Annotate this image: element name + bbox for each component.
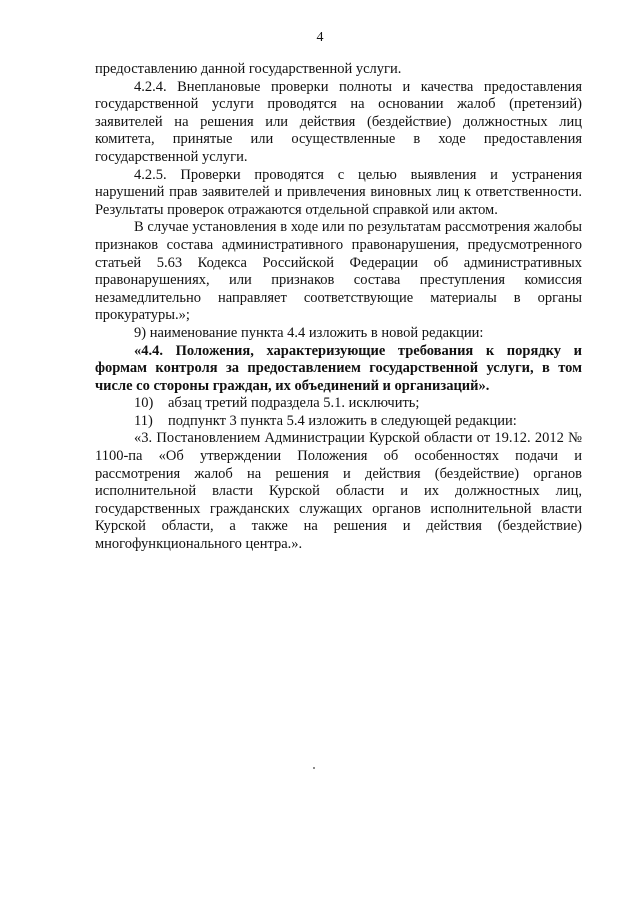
paragraph-violations: В случае установления в ходе или по результатам рассмотрения жалобы признаков состава административного правонарушения, предусмотренного статьей 5.63 Кодекса Российской Федерации об административных правонарушениях, или признаков состава преступления комиссия незамедлительно направляет соответствующие материалы в органы прокуратуры.»; [95, 219, 582, 324]
paragraph-continuation: предоставлению данной государственной услуги. [95, 61, 402, 77]
document-body [95, 61, 582, 554]
item-11-text: подпункт 3 пункта 5.4 изложить в следующей редакции: [168, 412, 517, 429]
item-10-number: 10) [134, 395, 154, 412]
paragraph-4-2-5: 4.2.5. Проверки проводятся с целью выявления и устранения нарушений прав заявителей и привлечения виновных лиц к ответственности. Результаты проверок отражаются отдельной справкой или актом. [95, 166, 582, 218]
scan-dot-mark [313, 767, 315, 769]
paragraph-4-2-4: 4.2.4. Внеплановые проверки полноты и качества предоставления государственной услуги проводятся на основании жалоб (претензий) заявителей на решения или действия (бездействие) должностных лиц комитета, принятые или осуществленные в ходе предоставления государственной услуги. [95, 78, 582, 165]
page-number: 4 [316, 30, 324, 45]
paragraph-item-10 [95, 395, 582, 413]
paragraph-resolution-quote: «3. Постановлением Администрации Курской области от 19.12. 2012 № 1100-па «Об утверждении Положения об особенностях подачи и рассмотрения жалоб на решения и действия (бездействие) органов исполнительной власти Курской области и их должностных лиц, государственных гражданских служащих органов исполнительной власти Курской области, а также на решения и действия (бездействие) многофункционального центра.». [95, 430, 582, 553]
paragraph-item-11 [95, 413, 582, 431]
paragraph-item-9: 9) наименование пункта 4.4 изложить в новой редакции: [134, 324, 484, 341]
paragraph-section-4-4-title: «4.4. Положения, характеризующие требования к порядку и формам контроля за предоставлением государственной услуги, в том числе со стороны граждан, их объединений и организаций». [95, 342, 582, 394]
item-10-text: абзац третий подраздела 5.1. исключить; [168, 395, 420, 412]
item-11-number: 11) [134, 412, 153, 429]
